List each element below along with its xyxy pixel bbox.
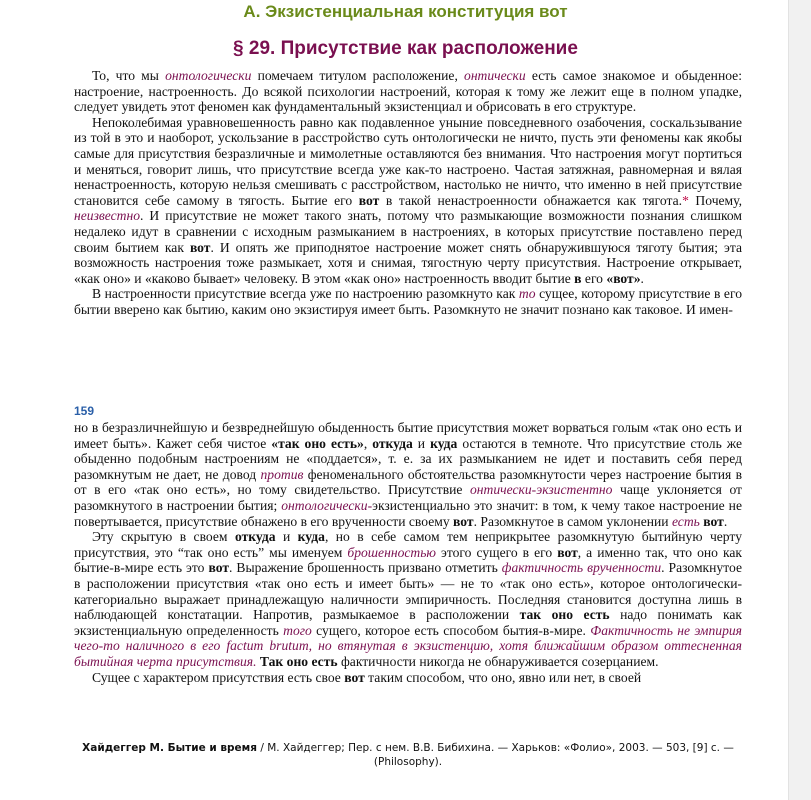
bibliographic-reference	[74, 741, 742, 769]
text-run: ,	[363, 435, 373, 451]
paragraph-4	[74, 420, 742, 529]
bold-term: «так оно есть»	[271, 435, 364, 451]
text-run: в такой ненастроенности обнажается как тягота.	[379, 192, 683, 208]
bold-term: в	[574, 270, 582, 286]
text-run: остаются в темноте. Что присутствие столь же обыденно подобным настроениям не «поддается», т. е. за их размыканием не идет и поставить себя перед разомкнутым не дает, не довод	[74, 435, 743, 482]
text-run: и	[412, 435, 431, 451]
text-run: чаще уклоняется от разомкнутого в настроении бытия;	[74, 482, 742, 513]
paragraph-3	[74, 286, 742, 317]
emphasis: онтически-экзистентно	[470, 482, 613, 498]
bold-term: вот	[208, 560, 229, 576]
text-run: надо понимать как экзистенциальную определенность	[74, 607, 743, 638]
text-run: . Выражение брошенность призвано отметить	[229, 560, 502, 576]
text-run: есть самое знакомое и обыденное: настроение, настроенность. До всякой психологии настроений, которая к тому же лежит еще в полном упадке, следует увидеть этот феномен как фундаментальный экзистенциал и обрисовать в его структуре.	[74, 68, 742, 115]
emphasis: неизвестно	[74, 208, 141, 224]
text-run: его	[581, 270, 607, 286]
text-run: Эту скрытую в своем	[92, 529, 235, 545]
chapter-title: А. Экзистенциальная конституция вот	[243, 2, 568, 21]
text-run: феноменального обстоятельства разомкнутости через настроение бытия в от в его «так оно есть», но тому свидетельство. Присутствие	[74, 466, 742, 498]
page-number: 159	[74, 404, 95, 418]
paragraph-1	[74, 68, 742, 115]
bold-term: вот	[453, 513, 474, 529]
emphasis: Фактичность не эмпирия чего-то наличного в его factum brutum, но втянутая в экзистенцию, хотя ближайшим образом оттесненная бытийная черта присутствия.	[74, 622, 742, 669]
emphasis: того	[283, 622, 312, 638]
bold-term: Так оно есть	[259, 653, 338, 669]
bold-term: куда	[430, 435, 458, 451]
text-run: Непоколебимая уравновешенность равно как подавленное уныние повседневного озабочения, соскальзывание из той в это и наоборот, ускользание в расстройство суть онтологически не ничто, пусть эти феномены как якобы самые для присутствия безразличные и мимолетные оставляются без внимания. Что настроения могут портиться и меняться, говорит лишь, что присутствие всегда уже как-то настроено. Частая затяжная, равномерная и вялая ненастроенность, которую нельзя смешивать с расстройством, настолько не ничто, что именно в ней присутствие становится себе самому в тягость. Бытие его	[74, 114, 742, 208]
emphasis: онтологически-	[281, 497, 373, 513]
paragraph-2	[74, 115, 742, 287]
text-run: , но в себе самом тем неприкрытее разомкнутую бытийную черту присутствия, это “так оно есть” мы именуем	[74, 529, 742, 560]
text-run: .	[723, 513, 728, 529]
bold-term: откуда	[234, 529, 276, 545]
text-run: .	[640, 270, 644, 286]
text-run: но в безразличнейшую и безвреднейшую обыденность бытие присутствия может ворваться голым «так оно есть и имеет быть». Кажет себя чистое	[74, 420, 742, 451]
text-run: Почему,	[688, 192, 742, 208]
bold-term: «вот»	[606, 270, 641, 286]
text-block-upper	[74, 68, 742, 318]
text-run: таким способом, что оно, явно или нет, в своей	[364, 669, 642, 685]
text-run: , а именно так, что оно как бытие-в-мире есть это	[74, 544, 742, 576]
emphasis: фактичность врученности	[501, 560, 662, 576]
text-run: . И опять же приподнятое настроение может снять обнаружившуюся тяготу бытия; эта возможность настроения тоже размыкает, хотя и снимая, тягостную черту присутствия. Настроение открывает, «как оно» и «каково бывает» человеку. В этом «как оно» настроенность вводит бытие	[74, 239, 742, 286]
bold-term: так оно есть	[519, 607, 610, 623]
text-run: . И присутствие не может такого знать, потому что размыкающие возможности познания слишком недалеко идут в сравнении с исходным размыканием в настроениях, в которых присутствие поставлено перед своим бытием как	[74, 208, 742, 255]
reference-details: / М. Хайдеггер; Пер. с нем. В.В. Бибихина. — Харьков: «Фолио», 2003. — 503, [9] с. — (Philosophy).	[257, 742, 734, 768]
text-run: В настроенности присутствие всегда уже по настроению разомкнуто как	[92, 286, 519, 302]
emphasis: брошенностью	[347, 544, 436, 560]
text-run: и	[275, 529, 298, 545]
reference-author-title: Хайдеггер М. Бытие и время	[82, 742, 257, 754]
bold-term: вот	[703, 513, 724, 529]
text-block-lower	[74, 420, 742, 685]
emphasis: то	[518, 286, 536, 302]
paragraph-6	[74, 670, 742, 686]
text-run: . Разомкнутое в расположении присутствия «так оно есть и имеет быть» — не то «так оно есть», которое онтологически-категориально выражает принадлежащую наличности эмпиричность. Последняя становится доступна лишь в наблюдающей констатации. Напротив, размыкаемое в расположении	[74, 560, 742, 623]
text-run: . Разомкнутое в самом уклонении	[473, 513, 672, 529]
bold-term: вот	[358, 192, 380, 208]
text-run: экзистенциально это значит: в том, к чему такое настроение не повертывается, присутствие обнажено в его врученности своему	[74, 497, 742, 529]
text-run: Сущее с характером присутствия есть свое	[92, 669, 345, 685]
text-run: То, что мы	[92, 68, 166, 83]
emphasis: онтологически	[165, 68, 252, 83]
text-run: сущего, которое есть способом бытия-в-мире.	[311, 622, 591, 638]
emphasis: есть	[671, 513, 700, 529]
emphasis: онтически	[464, 68, 526, 83]
paragraph-5	[74, 529, 742, 669]
footnote-marker[interactable]: *	[682, 192, 689, 208]
text-run: сущее, которому присутствие в его бытии вверено как бытию, каким оно экзистируя имеет быть. Разомкнуто не значит познано как таковое. И имен-	[74, 286, 742, 317]
bold-term: откуда	[372, 435, 413, 451]
bold-term: вот	[557, 544, 578, 560]
section-title: § 29. Присутствие как расположение	[233, 38, 578, 59]
text-run: помечаем титулом расположение,	[251, 68, 465, 83]
bold-term: вот	[189, 239, 211, 255]
bold-term: куда	[297, 529, 325, 545]
text-run: фактичности никогда не обнаруживается созерцанием.	[337, 653, 659, 669]
emphasis: против	[260, 466, 304, 482]
bold-term: вот	[344, 669, 365, 685]
scrollbar[interactable]	[788, 0, 811, 800]
text-run: этого сущего в его	[436, 544, 558, 560]
